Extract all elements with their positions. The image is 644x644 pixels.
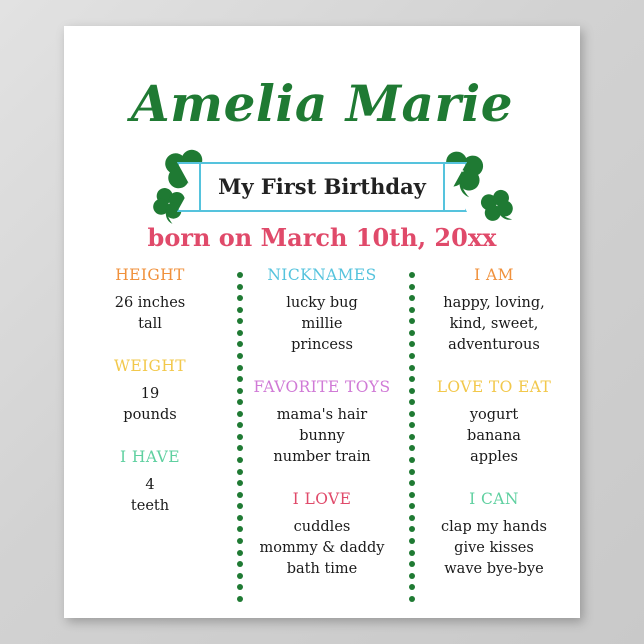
section-item: bunny: [299, 428, 345, 444]
section-item: pounds: [123, 407, 177, 423]
section-item: happy, loving,: [443, 295, 545, 311]
section-heading: I AM: [474, 266, 514, 284]
section-heading: I CAN: [469, 490, 519, 508]
section-item: adventurous: [448, 337, 540, 353]
section-heading: WEIGHT: [113, 357, 186, 375]
section-item: tall: [138, 316, 162, 332]
section-item: 26 inches: [114, 295, 186, 311]
fact-section: [236, 378, 408, 468]
fact-columns: [64, 266, 580, 602]
fact-section: [236, 490, 408, 580]
section-heading: HEIGHT: [115, 266, 185, 284]
section-item: yogurt: [469, 407, 519, 423]
fact-section: [64, 448, 236, 517]
section-item: bath time: [286, 561, 358, 577]
section-item: wave bye-bye: [444, 561, 544, 577]
section-heading: I LOVE: [292, 490, 352, 508]
fact-column: [64, 266, 236, 602]
section-item: 19: [140, 386, 160, 402]
section-item: millie: [301, 316, 343, 332]
banner-text: My First Birthday: [218, 174, 426, 199]
page-title: Amelia Marie: [130, 74, 514, 133]
section-item: give kisses: [454, 540, 534, 556]
banner: [177, 162, 467, 212]
fact-section: [64, 357, 236, 426]
fact-section: [64, 266, 236, 335]
section-item: princess: [291, 337, 353, 353]
section-heading: I HAVE: [120, 448, 180, 466]
section-item: clap my hands: [441, 519, 547, 535]
fact-section: [236, 266, 408, 356]
section-item: mommy & daddy: [259, 540, 385, 556]
fact-section: [408, 490, 580, 580]
section-heading: LOVE TO EAT: [436, 378, 552, 396]
section-heading: NICKNAMES: [267, 266, 377, 284]
section-item: number train: [273, 449, 371, 465]
section-item: banana: [467, 428, 521, 444]
fact-section: [408, 266, 580, 356]
section-item: apples: [470, 449, 518, 465]
birth-date-line: born on March 10th, 20xx: [147, 223, 497, 252]
section-heading: FAVORITE TOYS: [253, 378, 391, 396]
section-item: kind, sweet,: [449, 316, 539, 332]
section-item: teeth: [130, 498, 170, 514]
fact-section: [408, 378, 580, 468]
birthday-poster: [64, 26, 580, 618]
section-item: cuddles: [293, 519, 351, 535]
fact-column: [408, 266, 580, 602]
section-item: lucky bug: [286, 295, 358, 311]
section-item: 4: [145, 477, 155, 493]
fact-column: [236, 266, 408, 602]
section-item: mama's hair: [276, 407, 368, 423]
